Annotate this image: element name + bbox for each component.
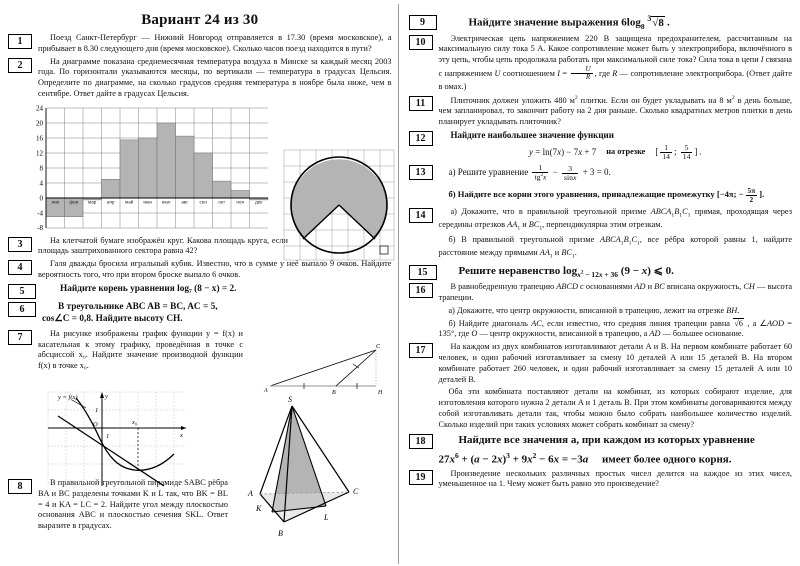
side-ac: [270, 350, 376, 386]
problem-text: [439, 433, 793, 466]
paragraph: Галя дважды бросила игральный кубик. Известно, что в сумме у неё выпало 9 очков. Найдите вероятность того, что при втором броске выпало 6 очков.: [38, 259, 392, 280]
problem-text: [439, 95, 793, 128]
svg-text:16: 16: [36, 134, 43, 143]
unit-square-marker: [380, 246, 388, 254]
problem-text: [42, 301, 257, 326]
paragraph: а) Докажите, что центр окружности, вписанной в трапецию, лежит на отрезке BH.: [448, 305, 740, 315]
graph-labels: [57, 393, 183, 440]
problem-number[interactable]: 14: [409, 208, 433, 223]
problem-text: [38, 57, 392, 100]
problem-1: [8, 33, 392, 55]
problem-number[interactable]: 7: [8, 330, 32, 345]
problem-number[interactable]: 1: [8, 34, 32, 49]
problem-text: [38, 236, 288, 258]
svg-text:8: 8: [39, 164, 43, 173]
paragraph: Найдите все значения a, при каждом из которых уравнение: [458, 434, 755, 447]
svg-text:апр: апр: [106, 199, 115, 205]
problem-number[interactable]: 3: [8, 237, 32, 252]
svg-text:июн: июн: [143, 199, 152, 205]
tangent-line: [58, 416, 164, 486]
right-column: [398, 4, 793, 564]
problem-text: [439, 342, 793, 430]
problem-text: [443, 264, 793, 280]
problem-17: [409, 342, 793, 430]
paragraph: б) В правильной треугольной призме $ABCA_1B_1C_1$, все рёбра которой равны 1, найдите расстояние между прямыми $AA_1$ и $BC_1$.: [438, 235, 793, 260]
paragraph: На каждом из двух комбинатов изготавливают детали A и B. На первом комбинате работает 60 человек, и один рабочий изготавливает за смену 10 деталей A или 15 деталей B. На втором комбинате работает 260 человек, и один рабочий изготавливает за смену 15 деталей A или 10 деталей B.: [438, 342, 792, 384]
problem-16: [409, 282, 793, 340]
paragraph: В треугольнике ABC AB = BC, AC = 5,: [58, 301, 218, 312]
problem-text: [443, 14, 793, 32]
paragraph: а) Докажите, что в правильной треугольной призме $ABCA_1B_1C_1$ прямая, проходящая через середины отрезков $AA_1$ и $BC_1$, перпендикулярна этим отрезкам.: [438, 207, 792, 232]
problem-2: [8, 57, 392, 100]
problem-number[interactable]: 8: [8, 479, 32, 494]
svg-text:май: май: [125, 199, 134, 205]
svg-text:x₀: x₀: [132, 419, 138, 426]
svg-text:1: 1: [95, 407, 99, 414]
paragraph: б) Найдите диагональ AC, если известно, что средняя линия трапеции равна √6 , а ∠AOD = 135°, где O — центр окружности, вписанной в трапецию, а AD — большее основание.: [438, 318, 792, 339]
svg-text:K: K: [256, 504, 262, 513]
svg-text:1: 1: [106, 433, 110, 440]
paragraph: Плиточник должен уложить 480 $м^2$ плитки. Если он будет укладывать на 8 $м^2$ в день больше, чем запланировал, то закончит работу на 2 дня раньше. Сколько квадратных метров плитки в день планирует укладывать плиточник?: [438, 94, 792, 126]
svg-text:-4: -4: [37, 209, 43, 218]
svg-text:y = f(x): y = f(x): [58, 394, 78, 401]
problem-text: [439, 130, 793, 162]
problem-text: [439, 207, 793, 261]
problem-number[interactable]: 19: [409, 470, 433, 485]
svg-text:20: 20: [36, 119, 43, 128]
problem-number[interactable]: 17: [409, 343, 433, 358]
y-tick-labels: [36, 104, 44, 232]
vertex-labels: [263, 344, 383, 396]
problem-text: [439, 34, 793, 93]
problem-text: [42, 283, 392, 296]
problem-18: [409, 433, 793, 466]
figure-triangle-abc: [258, 342, 398, 398]
svg-text:y: y: [105, 393, 108, 400]
page-title: Вариант 24 из 30: [141, 12, 259, 28]
svg-text:июл: июл: [161, 199, 171, 205]
svg-text:x: x: [180, 432, 183, 439]
paragraph: На диаграмме показана среднемесячная температура воздуха в Минске за каждый месяц 2003 года. По горизонтали указываются месяцы, по вертикали — температура в градусах Цельсия. Определите по диаграмме, на сколько градусов средняя температура в ноябре была ниже, чем в сентябре. Ответ дайте в градусах Цельсия.: [38, 56, 392, 98]
circle-sector-svg: [280, 146, 398, 264]
paragraph: Поезд Санкт-Петербург — Нижний Новгород отправляется в 17.30 (время московское), а прибывает в 8.30 следующего дня (время московское). Сколько часов поезд находится в пути?: [38, 33, 392, 53]
problem-9: [409, 14, 793, 32]
problem-15: [409, 264, 793, 280]
problem-text: [38, 33, 392, 55]
problem-number[interactable]: 13: [409, 165, 433, 180]
paragraph: На рисунке изображены график функции y = f(x) и касательная к этому графику, проведённая в точке с абсциссой x₀. Найдите значение производной функции f(x) в точке x₀.: [38, 328, 243, 371]
svg-text:24: 24: [36, 104, 43, 113]
paragraph: а) Решите уравнение $\frac{1}{tg^2x}$ − $\frac{3}{\sin x}$ + 3 = 0.: [448, 163, 611, 182]
svg-text:-8: -8: [37, 223, 43, 232]
graph-svg: [42, 386, 192, 490]
two-column-layout: [8, 4, 792, 564]
problem-number[interactable]: 11: [409, 96, 433, 111]
svg-text:A: A: [248, 489, 253, 498]
paragraph: На клетчатой бумаге изображён круг. Какова площадь круга, если площадь заштрихованного сектора равна 42?: [38, 235, 288, 256]
problem-6: [8, 301, 392, 326]
paragraph: $27x^6 + (a - 2x)^3 + 9x^2 - 6x = -3a$ имеет более одного корня.: [438, 450, 732, 466]
problem-number[interactable]: 5: [8, 284, 36, 299]
problem-13: [409, 164, 793, 203]
triangle-svg: [258, 342, 398, 398]
problem-number[interactable]: 15: [409, 265, 437, 280]
side-bc: [336, 350, 376, 386]
problem-text: [439, 164, 793, 203]
problem-number[interactable]: 18: [409, 434, 433, 449]
problem-number[interactable]: 10: [409, 35, 433, 50]
problem-number[interactable]: 4: [8, 260, 32, 275]
svg-text:авг: авг: [181, 199, 189, 205]
svg-text:B: B: [332, 390, 336, 396]
problem-12: [409, 130, 793, 162]
svg-text:C: C: [376, 344, 381, 350]
svg-text:L: L: [324, 513, 329, 522]
paragraph: Найдите значение выражения $6\log_8$ $^3$√8 .: [468, 14, 670, 31]
y-axis-arrow: [100, 392, 104, 398]
svg-text:сен: сен: [199, 199, 207, 205]
svg-text:A: A: [264, 388, 268, 394]
problem-11: [409, 95, 793, 128]
paragraph: б) Найдите все корни этого уравнения, принадлежащие промежутку [−4π; − $\frac{5\pi}{2}$ ].: [448, 185, 765, 204]
svg-text:окт: окт: [218, 199, 226, 205]
paragraph: Найдите наибольшее значение функции: [450, 129, 614, 140]
pyramid-svg: [204, 394, 394, 544]
problem-text: [38, 329, 243, 372]
problem-text: [439, 282, 793, 340]
paragraph: Решите неравенство $\log_{x^2 - 12x + 36} (9 - x)$ ⩽ 0.: [458, 265, 674, 280]
temperature-bar-chart: [24, 104, 274, 232]
problem-number[interactable]: 16: [409, 283, 433, 298]
svg-text:ноя: ноя: [236, 199, 244, 205]
paragraph: Найдите корень уравнения log₇ (8 − x) = 2.: [60, 283, 237, 294]
x-axis-arrow: [181, 426, 186, 430]
problem-text: [439, 469, 793, 491]
paragraph: В равнобедренную трапецию ABCD с основаниями AD и BC вписана окружность, CH — высота трапеции.: [438, 282, 792, 303]
svg-text:янв: янв: [51, 199, 59, 205]
figure-circle-sector: [280, 146, 398, 264]
svg-text:дек: дек: [255, 199, 263, 205]
svg-text:S: S: [288, 395, 292, 404]
svg-text:H: H: [378, 390, 383, 396]
svg-text:C: C: [353, 487, 359, 496]
paragraph: Произведение нескольких различных простых чисел делится на каждое из этих чисел, уменьшенное на 1. Чему может быть равно это произведение?: [438, 468, 792, 489]
paragraph: В правильной треугольной пирамиде SABC рёбра BA и BC разделены точками K и L так, что BK = BL = 4 и KA = LC = 2. Найдите угол между плоскостью основания ABC и плоскостью сечения SKL. Ответ выразите в градусах.: [38, 478, 228, 531]
svg-text:B: B: [278, 529, 283, 538]
svg-text:O: O: [93, 421, 98, 428]
problem-19: [409, 469, 793, 491]
problem-number[interactable]: 2: [8, 58, 32, 73]
formula-row: y = ln(7x) − 7x + 7 на отрезке [ $\frac{1}{14}$ ; $\frac{5}{14}$ ] .: [529, 143, 702, 162]
left-column: [8, 4, 398, 564]
paragraph: cos∠C = 0,8. Найдите высоту CH.: [42, 314, 183, 325]
figure-function-graph: [42, 386, 192, 490]
problem-10: [409, 34, 793, 93]
svg-text:4: 4: [39, 179, 43, 188]
figure-pyramid-sabc: [204, 394, 394, 544]
function-curve: [76, 398, 174, 470]
svg-text:фев: фев: [69, 199, 79, 205]
svg-text:12: 12: [36, 149, 43, 158]
paragraph: Оба эти комбината поставляют детали на комбинат, из которых собирают изделие, для изготовления которого нужна 2 детали A и 1 деталь B. При этом комбинаты договариваются между собой изготавливать детали так, чтобы можно было собрать наибольшее количество изделий. Сколько изделий при таких условиях может собрать комбинат за смену?: [438, 387, 792, 429]
problem-14: [409, 207, 793, 261]
bar-chart-svg: [24, 104, 274, 232]
svg-text:мар: мар: [88, 199, 97, 205]
paragraph: Электрическая цепь напряжением 220 В защищена предохранителем, рассчитанным на максимальную силу тока 5 А. Какое сопротивление может быть у электроприбора, включённого в эту цепь, чтобы цепь продолжала работать при максимальной силе тока? Сила тока в цепи I связана с напряжением U соотношением I = $\frac{U}{R}$ , где R — сопротивление электроприбора. (Ответ дайте в омах.): [438, 33, 792, 91]
problem-5: [8, 283, 392, 299]
problem-number[interactable]: 6: [8, 302, 36, 317]
svg-text:0: 0: [39, 194, 43, 203]
problem-number[interactable]: 9: [409, 15, 437, 30]
problem-number[interactable]: 12: [409, 131, 433, 146]
graph-grid: [48, 392, 186, 486]
